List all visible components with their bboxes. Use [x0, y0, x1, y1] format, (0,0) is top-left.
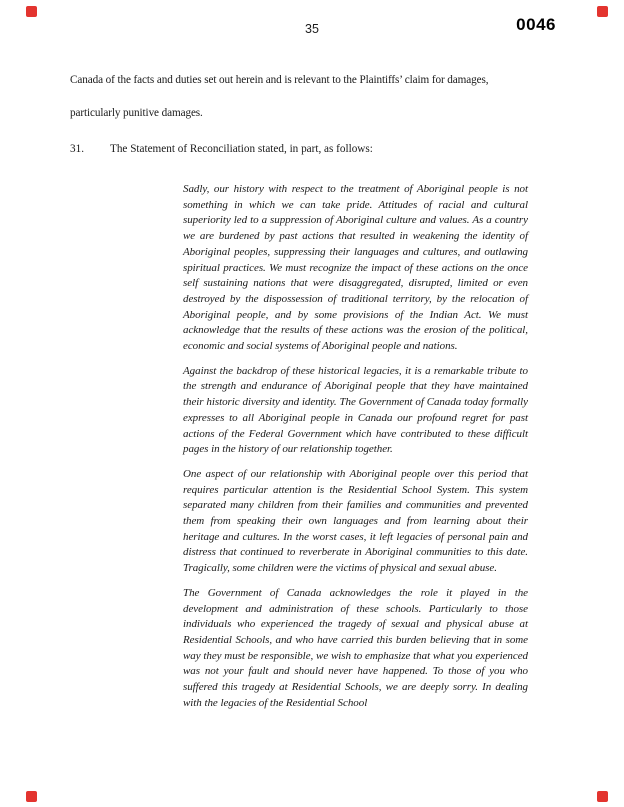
intro-paragraph: [70, 64, 562, 130]
block-quote: [183, 182, 528, 712]
intro-paragraph-line: particularly punitive damages.: [70, 107, 203, 119]
red-corner-mark: [597, 6, 608, 17]
red-corner-mark: [597, 791, 608, 802]
quote-paragraph: One aspect of our relationship with Aboriginal people over this period that requires particular attention is the Residential School System. This system separated many children from their families and communities and prevented them from speaking their own languages and from learning about their heritage and cultures. In the worst cases, it left legacies of personal pain and distress that continued to reverberate in Aboriginal communities to this date. Tragically, some children were the victims of physical and sexual abuse.: [183, 467, 528, 575]
paragraph-number: 31.: [70, 143, 84, 155]
bates-stamp-number: 0046: [516, 15, 556, 34]
quote-paragraph: The Government of Canada acknowledges the role it played in the development and administration of these schools. Particularly to those individuals who experienced the tragedy of sexual and physical abuse at Residential Schools, and who have carried this burden believing that in some way they must be responsible, we wish to emphasize that what you experienced was not your fault and should never have happened. To those of you who suffered this tragedy at Residential Schools, we are deeply sorry. In dealing with the legacies of the Residential School: [183, 586, 528, 709]
red-corner-mark: [26, 791, 37, 802]
intro-paragraph-line: Canada of the facts and duties set out herein and is relevant to the Plaintiffs’ claim for damages,: [70, 74, 489, 86]
page-number: 35: [305, 22, 319, 36]
quote-paragraph: Sadly, our history with respect to the treatment of Aboriginal people is not something in which we can take pride. Attitudes of racial and cultural superiority led to a suppression of Aboriginal culture and values. As a country we are burdened by past actions that resulted in weakening the identity of Aboriginal peoples, suppressing their languages and cultures, and outlawing spiritual practices. We must recognize the impact of these actions on the once self sustaining nations that were disaggregated, disrupted, limited or even destroyed by the dispossession of traditional territory, by the relocation of Aboriginal people, and by some provisions of the Indian Act. We must acknowledge that the results of these actions was the erosion of the political, economic and social systems of Aboriginal people and nations.: [183, 183, 528, 353]
paragraph-text: The Statement of Reconciliation stated, in part, as follows:: [110, 143, 373, 155]
red-corner-mark: [26, 6, 37, 17]
numbered-paragraph-31: [70, 139, 562, 159]
quote-paragraph: Against the backdrop of these historical legacies, it is a remarkable tribute to the strength and endurance of Aboriginal people that they have maintained their historic diversity and identity. The Government of Canada today formally expresses to all Aboriginal people in Canada our profound regret for past actions of the Federal Government which have contributed to these difficult pages in the history of our relationship together.: [183, 364, 528, 456]
